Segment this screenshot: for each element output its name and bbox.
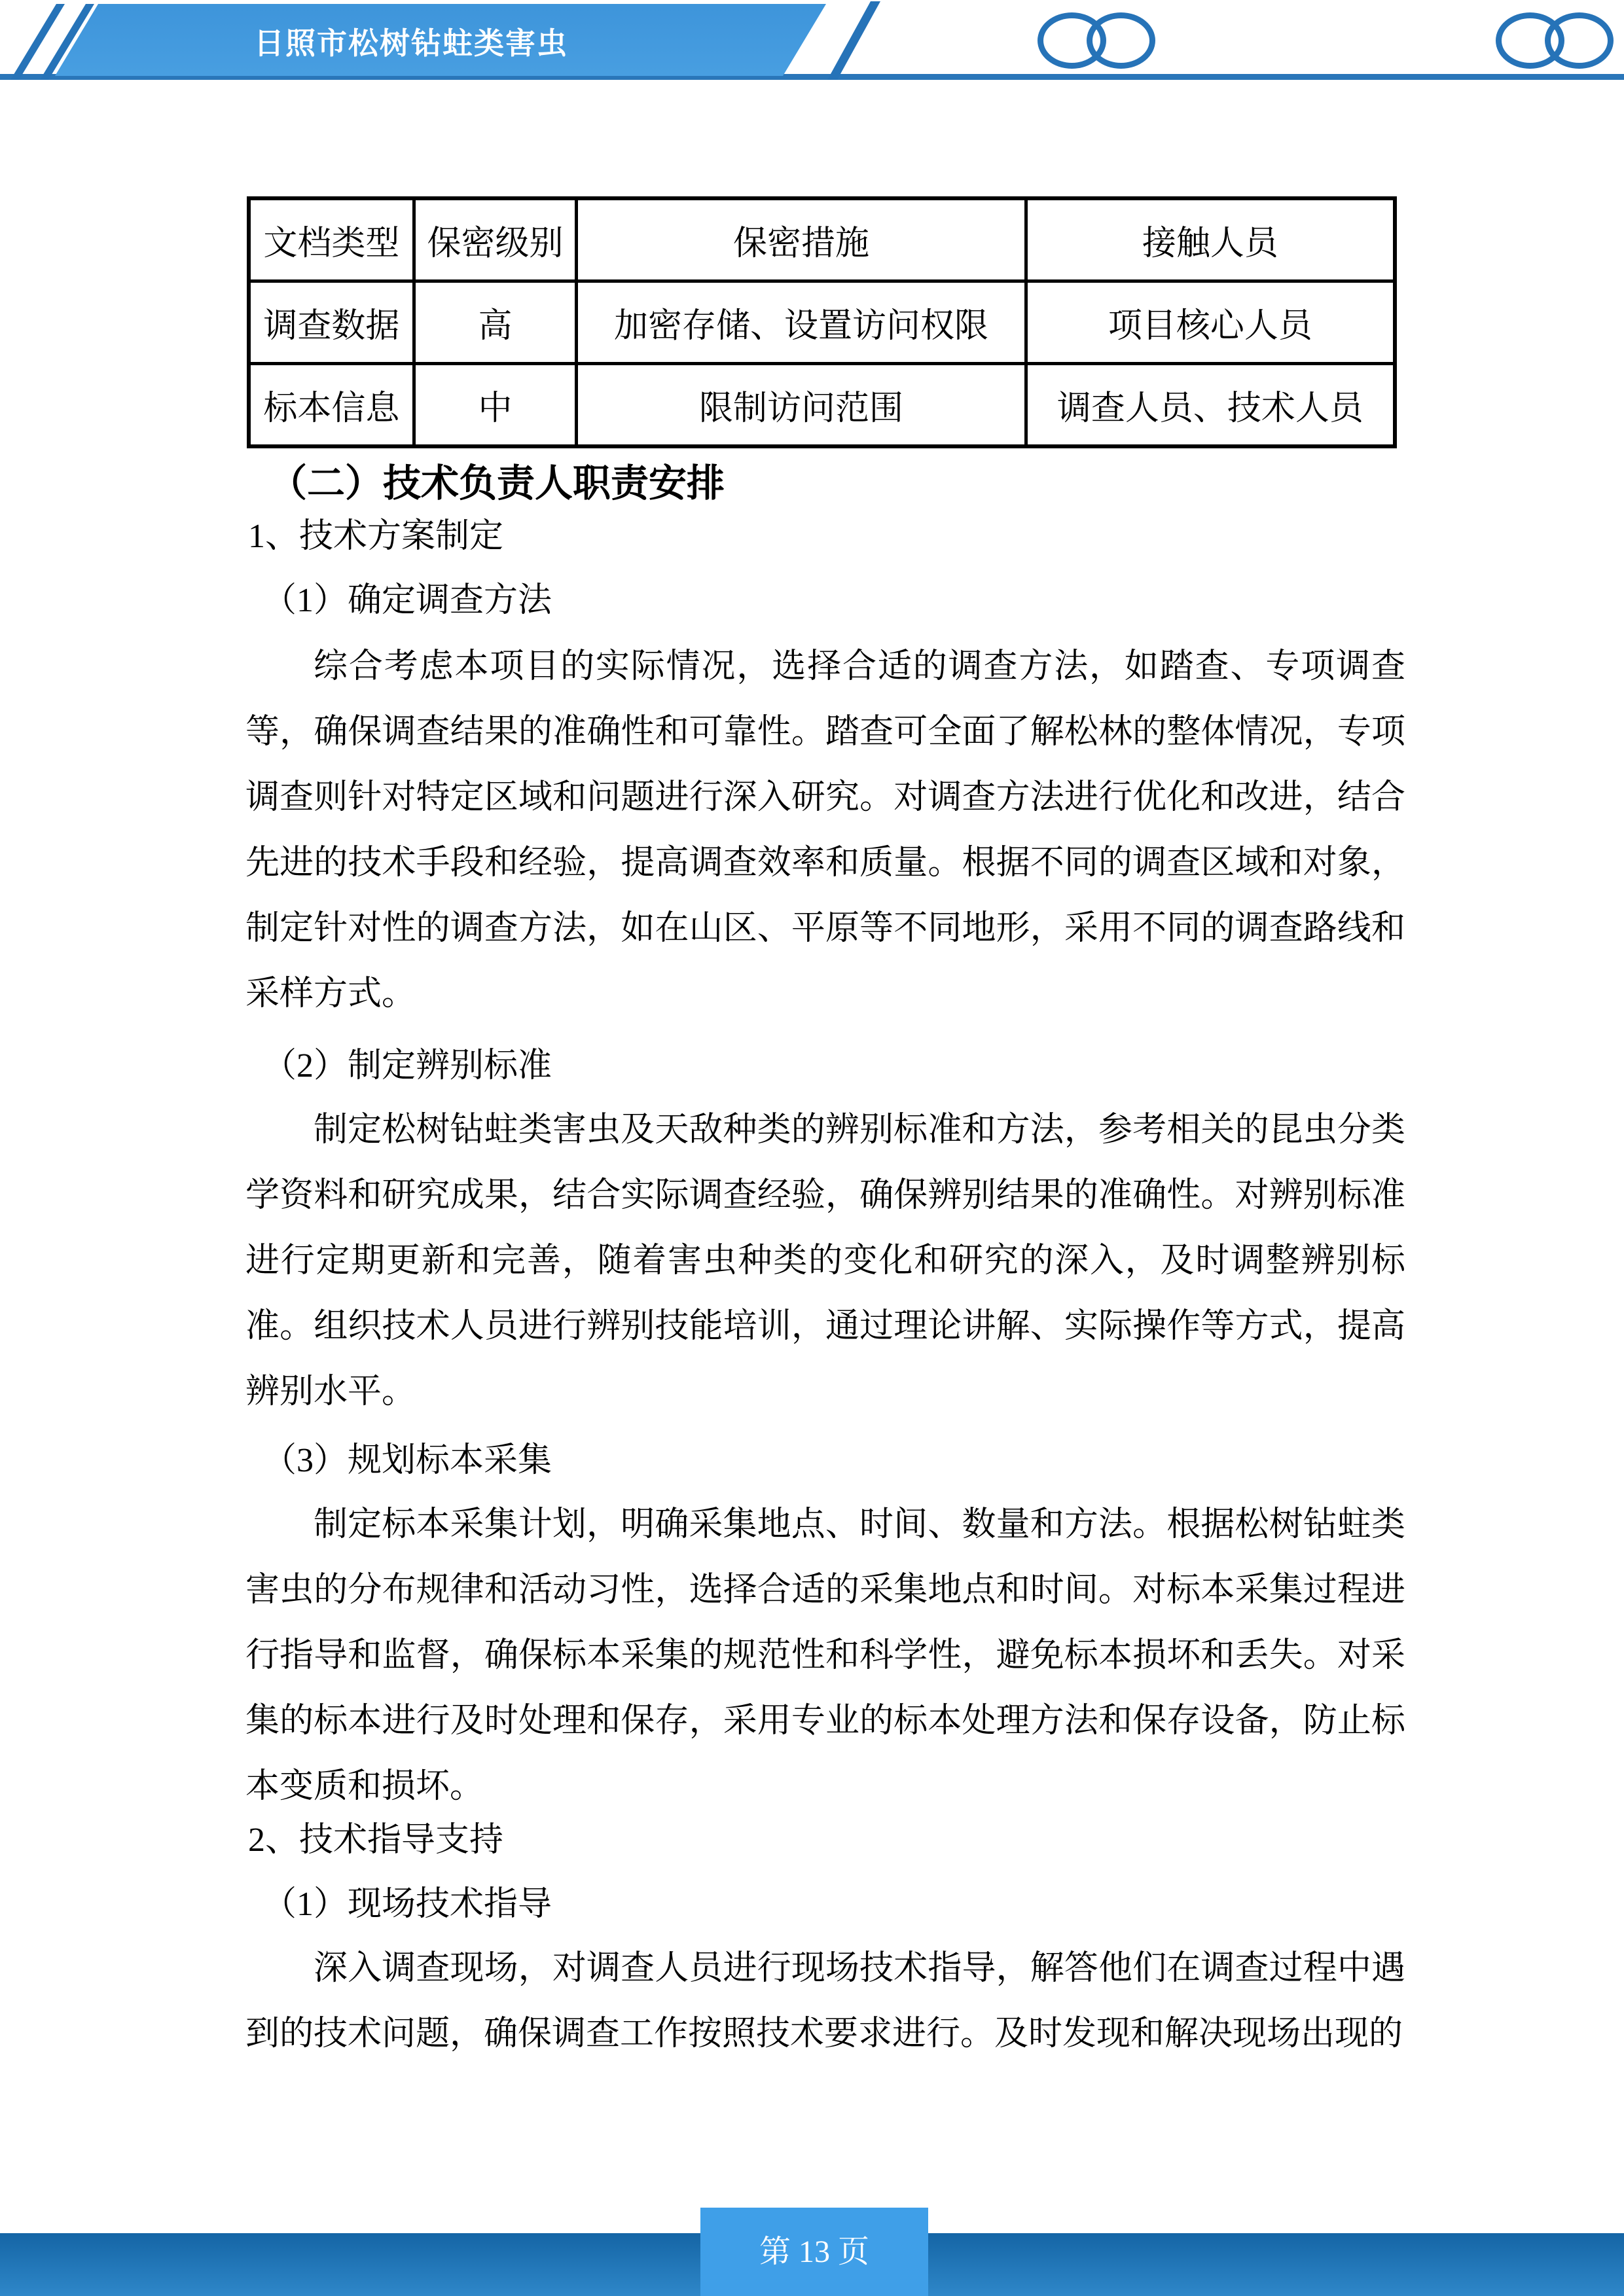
table-row (249, 281, 1395, 364)
table-cell: 高 (414, 281, 577, 364)
page-number: 第 13 页 (759, 2234, 869, 2269)
subsection-heading: （3）规划标本采集 (262, 1442, 552, 1479)
table-header-cell: 保密措施 (577, 198, 1026, 281)
table-cell: 中 (414, 364, 577, 447)
table-header-row (249, 198, 1395, 281)
interlocked-circles-icon (1545, 12, 1614, 69)
header-title: 日照市松树钻蛀类害虫 (254, 26, 568, 60)
page-number-box (700, 2208, 928, 2296)
page-header (0, 0, 1624, 88)
table-cell: 限制访问范围 (577, 364, 1026, 447)
body-paragraph: 制定标本采集计划，明确采集地点、时间、数量和方法。根据松树钻蛀类害虫的分布规律和活动习性，选择合适的采集地点和时间。对标本采集过程进行指导和监督，确保标本采集的规范性和科学性，避免标本损坏和丢失。对采集的标本进行及时处理和保存，采用专业的标本处理方法和保存设备，防止标本变质和损坏。 (245, 1506, 1405, 1805)
table-header-cell: 接触人员 (1026, 198, 1395, 281)
interlocked-circles-icon (1087, 12, 1155, 69)
table-cell: 加密存储、设置访问权限 (577, 281, 1026, 364)
section-heading: （二）技术负责人职责安排 (269, 462, 725, 505)
table-cell: 调查人员、技术人员 (1026, 364, 1395, 447)
table-header-cell: 文档类型 (249, 198, 414, 281)
table-cell: 标本信息 (249, 364, 414, 447)
subsection-heading: 1、技术方案制定 (248, 518, 504, 555)
subsection-heading: （1）现场技术指导 (262, 1886, 552, 1923)
table-row (249, 364, 1395, 447)
body-paragraph: 制定松树钻蛀类害虫及天敌种类的辨别标准和方法，参考相关的昆虫分类学资料和研究成果，结合实际调查经验，确保辨别结果的准确性。对辨别标准进行定期更新和完善，随着害虫种类的变化和研究的深入，及时调整辨别标准。组织技术人员进行辨别技能培训，通过理论讲解、实际操作等方式，提高辨别水平。 (245, 1111, 1405, 1410)
confidentiality-table (247, 196, 1397, 448)
body-paragraph: 深入调查现场，对调查人员进行现场技术指导，解答他们在调查过程中遇到的技术问题，确保调查工作按照技术要求进行。及时发现和解决现场出现的 (245, 1950, 1405, 2053)
subsection-heading: 2、技术指导支持 (248, 1821, 504, 1859)
subsection-heading: （1）确定调查方法 (262, 582, 552, 619)
body-paragraph: 综合考虑本项目的实际情况，选择合适的调查方法，如踏查、专项调查等，确保调查结果的准确性和可靠性。踏查可全面了解松林的整体情况，专项调查则针对特定区域和问题进行深入研究。对调查方法进行优化和改进，结合先进的技术手段和经验，提高调查效率和质量。根据不同的调查区域和对象，制定针对性的调查方法，如在山区、平原等不同地形，采用不同的调查路线和采样方式。 (245, 648, 1405, 1013)
subsection-heading: （2）制定辨别标准 (262, 1047, 552, 1085)
table-cell: 项目核心人员 (1026, 281, 1395, 364)
table-header-cell: 保密级别 (414, 198, 577, 281)
table-cell: 调查数据 (249, 281, 414, 364)
